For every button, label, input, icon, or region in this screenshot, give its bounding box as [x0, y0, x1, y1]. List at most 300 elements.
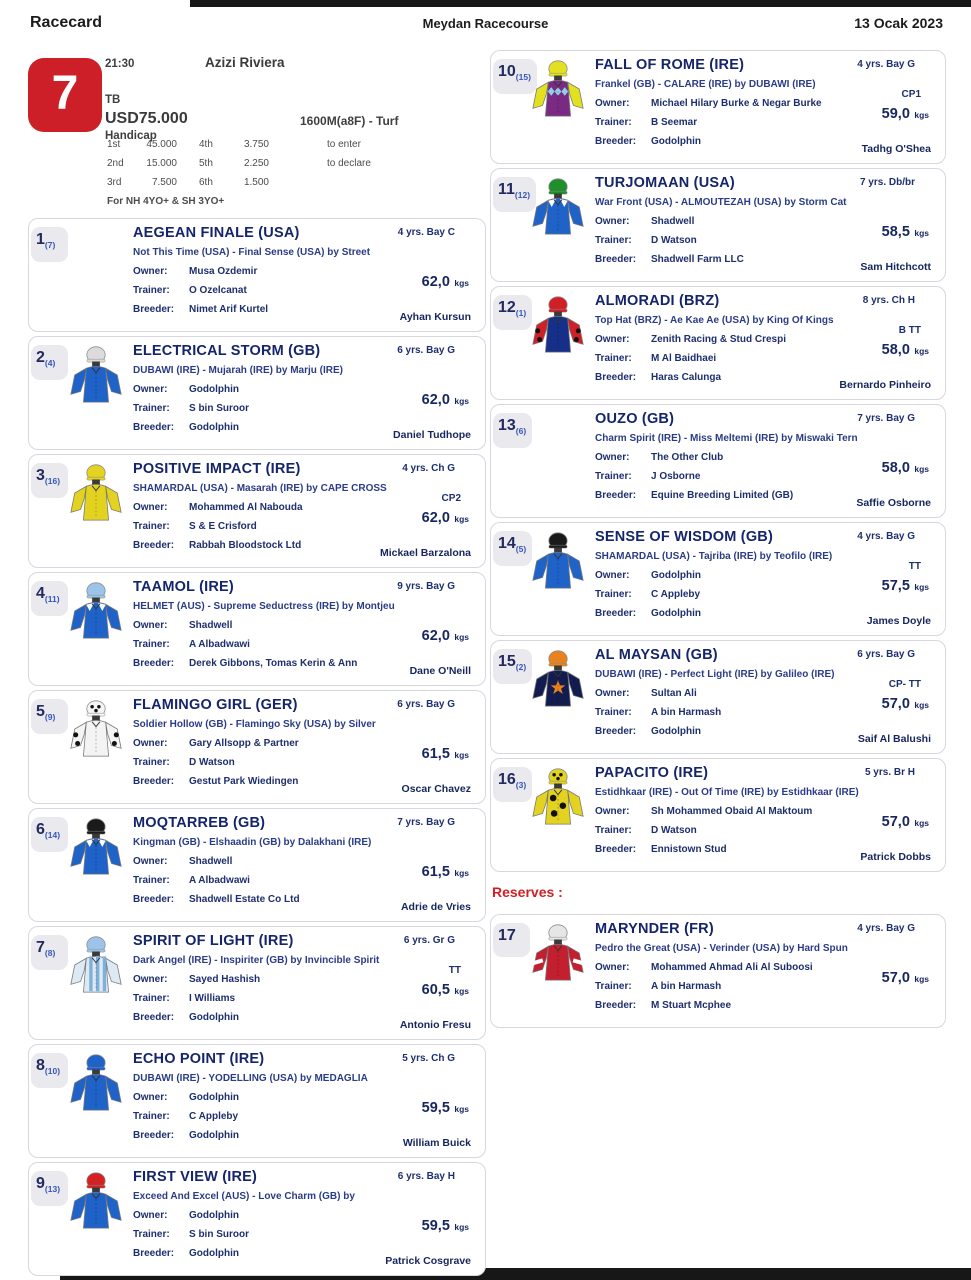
gate-number: (16): [44, 476, 61, 487]
weight-unit: kgs: [914, 974, 929, 984]
owner-row: [133, 1210, 425, 1221]
trainer-label: Trainer:: [595, 471, 632, 482]
jockey-silks-icon: [529, 59, 587, 121]
race-conditions: For NH 4YO+ & SH 3YO+: [107, 196, 225, 207]
horse-card: [490, 914, 946, 1028]
weight-unit: kgs: [454, 278, 469, 288]
trainer-label: Trainer:: [133, 639, 170, 650]
breeder-value: Godolphin: [189, 1012, 239, 1023]
horse-name: SENSE OF WISDOM (GB): [595, 529, 773, 545]
owner-value: Musa Ozdemir: [189, 266, 258, 277]
horse-number: 2: [36, 349, 45, 366]
trainer-row: [595, 707, 885, 718]
horse-name: ELECTRICAL STORM (GB): [133, 343, 321, 359]
jockey-name: Tadhg O'Shea: [861, 143, 931, 155]
owner-value: Sultan Ali: [651, 688, 697, 699]
right-column: [490, 50, 946, 1032]
prize-amount: 3.750: [243, 139, 269, 150]
horse-card: [490, 758, 946, 872]
weight-value: 58,0: [881, 342, 910, 358]
breeder-value: Haras Calunga: [651, 372, 722, 383]
horse-card: [490, 168, 946, 282]
trainer-label: Trainer:: [595, 707, 632, 718]
age-type: 5 yrs. Br H: [864, 767, 915, 778]
weight-unit: kgs: [914, 110, 929, 120]
owner-label: Owner:: [133, 856, 168, 867]
horse-number-badge: [493, 923, 530, 957]
breeder-value: Shadwell Farm LLC: [651, 254, 744, 265]
age-type: 5 yrs. Ch G: [402, 1053, 455, 1064]
breeder-label: Breeder:: [595, 1000, 637, 1011]
horse-card: [490, 522, 946, 636]
weight-unit: kgs: [454, 1222, 469, 1232]
horse-details: [133, 225, 425, 315]
weight-unit: kgs: [914, 346, 929, 356]
trainer-label: Trainer:: [133, 521, 170, 532]
breeder-value: Shadwell Estate Co Ltd: [189, 894, 300, 905]
horse-details: [133, 933, 425, 1023]
trainer-value: S bin Suroor: [189, 403, 249, 414]
age-type: 7 yrs. Bay G: [857, 413, 915, 424]
gate-number: (12): [514, 190, 531, 201]
horse-name: AEGEAN FINALE (USA): [133, 225, 300, 241]
breeder-value: Nimet Arif Kurtel: [189, 304, 269, 315]
jockey-name: Antonio Fresu: [399, 1019, 471, 1031]
owner-row: [595, 334, 885, 345]
horse-details: [133, 461, 425, 551]
pedigree: Charm Spirit (IRE) - Miss Meltemi (IRE) by Miswaki Tern: [595, 433, 858, 444]
trainer-row: [133, 875, 425, 886]
owner-row: [595, 962, 885, 973]
racecourse-name: Meydan Racecourse: [422, 16, 549, 31]
weight-unit: kgs: [914, 582, 929, 592]
breeder-value: Godolphin: [651, 608, 701, 619]
owner-row: [133, 856, 425, 867]
horse-card: [490, 50, 946, 164]
breeder-row: [595, 490, 885, 501]
carried-weight: [422, 863, 469, 881]
breeder-label: Breeder:: [595, 844, 637, 855]
breeder-value: Ennistown Stud: [651, 844, 727, 855]
horse-card: [28, 572, 486, 686]
weight-value: 59,5: [421, 1218, 450, 1234]
race-number-badge: 7: [28, 58, 102, 132]
jockey-silks-icon: [67, 345, 125, 407]
breeder-row: [133, 658, 425, 669]
weight-value: 62,0: [421, 628, 450, 644]
horse-card: [490, 404, 946, 518]
horse-name: TURJOMAAN (USA): [595, 175, 735, 191]
breeder-row: [133, 422, 425, 433]
jockey-name: Mickael Barzalona: [379, 547, 471, 559]
race-type: Handicap: [105, 130, 157, 142]
prize-amount: 1.500: [243, 177, 269, 188]
jockey-silks-icon: [67, 699, 125, 761]
horse-card: [28, 808, 486, 922]
pedigree: HELMET (AUS) - Supreme Seductress (IRE) by Montjeu: [133, 601, 395, 612]
horse-name: SPIRIT OF LIGHT (IRE): [133, 933, 294, 949]
trainer-value: A Albadwawi: [189, 639, 250, 650]
gate-number: (11): [44, 594, 60, 605]
pedigree: Soldier Hollow (GB) - Flamingo Sky (USA) by Silver: [133, 719, 376, 730]
owner-label: Owner:: [133, 738, 168, 749]
trainer-label: Trainer:: [595, 589, 632, 600]
breeder-label: Breeder:: [133, 304, 175, 315]
horse-name: ALMORADI (BRZ): [595, 293, 720, 309]
weight-value: 60,5: [421, 982, 450, 998]
jockey-name: Adrie de Vries: [400, 901, 471, 913]
owner-label: Owner:: [595, 806, 630, 817]
horse-number: 1: [36, 231, 45, 248]
trainer-value: A Albadwawi: [189, 875, 250, 886]
race-info-block: [28, 50, 486, 218]
owner-value: The Other Club: [651, 452, 724, 463]
horse-number-badge: [31, 227, 68, 262]
horse-number-badge: [493, 413, 532, 448]
breeder-value: Gestut Park Wiedingen: [189, 776, 299, 787]
weight-value: 57,0: [881, 696, 910, 712]
horse-details: [133, 1169, 425, 1259]
owner-row: [595, 98, 885, 109]
horse-details: [595, 647, 885, 737]
trainer-row: [595, 353, 885, 364]
horse-number: 15: [498, 653, 516, 670]
horse-name: ECHO POINT (IRE): [133, 1051, 265, 1067]
carried-weight: [882, 223, 929, 241]
owner-row: [133, 1092, 425, 1103]
prize-amount: 15.000: [146, 158, 177, 169]
horse-number: 3: [36, 467, 45, 484]
owner-label: Owner:: [595, 570, 630, 581]
horse-number: 7: [36, 939, 45, 956]
carried-weight: [422, 1217, 469, 1235]
carried-weight: [882, 969, 929, 987]
page-title: Racecard: [30, 14, 103, 31]
age-type: 8 yrs. Ch H: [862, 295, 915, 306]
age-type: 6 yrs. Gr G: [403, 935, 455, 946]
equipment-code: CP1: [901, 89, 921, 100]
jockey-silks-icon: [67, 1053, 125, 1115]
age-type: 4 yrs. Bay G: [857, 923, 915, 934]
weight-value: 61,5: [421, 746, 450, 762]
breeder-label: Breeder:: [133, 1012, 175, 1023]
horse-number: 10: [498, 63, 516, 80]
breeder-row: [133, 894, 425, 905]
horse-name: MOQTARREB (GB): [133, 815, 266, 831]
age-type: 4 yrs. Ch G: [402, 463, 455, 474]
owner-row: [595, 216, 885, 227]
weight-value: 59,5: [421, 1100, 450, 1116]
prize-place: 4th: [199, 139, 213, 150]
weight-unit: kgs: [454, 514, 469, 524]
horse-number: 6: [36, 821, 45, 838]
trainer-label: Trainer:: [133, 1111, 170, 1122]
horse-number: 12: [498, 299, 516, 316]
horse-number-badge: [493, 531, 532, 566]
trainer-label: Trainer:: [595, 235, 632, 246]
horse-card: [28, 690, 486, 804]
jockey-silks-icon: [529, 531, 587, 593]
owner-row: [133, 620, 425, 631]
horse-number-badge: [493, 295, 532, 330]
owner-row: [133, 384, 425, 395]
breeder-value: Godolphin: [651, 136, 701, 147]
breeder-label: Breeder:: [133, 658, 175, 669]
trainer-label: Trainer:: [133, 993, 170, 1004]
gate-number: (3): [515, 780, 527, 791]
horse-details: [595, 57, 885, 147]
carried-weight: [422, 627, 469, 645]
prize-place: 2nd: [107, 158, 124, 169]
equipment-code: CP- TT: [888, 679, 921, 690]
owner-label: Owner:: [595, 216, 630, 227]
owner-row: [595, 570, 885, 581]
jockey-name: Patrick Dobbs: [860, 851, 931, 863]
trainer-label: Trainer:: [133, 403, 170, 414]
equipment-code: CP2: [441, 493, 461, 504]
gate-number: (13): [44, 1184, 61, 1195]
pedigree: DUBAWI (IRE) - YODELLING (USA) by MEDAGLIA: [133, 1073, 368, 1084]
horse-details: [595, 175, 885, 265]
age-type: 6 yrs. Bay G: [397, 345, 455, 356]
horse-number: 14: [498, 535, 516, 552]
jockey-silks-icon: [67, 463, 125, 525]
breeder-row: [133, 304, 425, 315]
trainer-label: Trainer:: [595, 825, 632, 836]
jockey-name: Ayhan Kursun: [399, 311, 471, 323]
owner-value: Godolphin: [189, 1092, 239, 1103]
trainer-value: D Watson: [651, 235, 697, 246]
owner-value: Zenith Racing & Stud Crespi: [651, 334, 787, 345]
horse-number-badge: [31, 1171, 68, 1206]
owner-value: Sayed Hashish: [189, 974, 261, 985]
owner-label: Owner:: [133, 1092, 168, 1103]
jockey-name: Saif Al Balushi: [857, 733, 931, 745]
owner-row: [133, 738, 425, 749]
horse-card: [28, 454, 486, 568]
horse-details: [595, 529, 885, 619]
breeder-label: Breeder:: [133, 776, 175, 787]
age-type: 7 yrs. Db/br: [859, 177, 915, 188]
carried-weight: [882, 459, 929, 477]
equipment-code: B TT: [898, 325, 921, 336]
weight-unit: kgs: [914, 228, 929, 238]
pedigree: SHAMARDAL (USA) - Masarah (IRE) by CAPE CROSS: [133, 483, 387, 494]
weight-unit: kgs: [454, 868, 469, 878]
jockey-name: Bernardo Pinheiro: [839, 379, 931, 391]
owner-label: Owner:: [133, 1210, 168, 1221]
trainer-value: J Osborne: [651, 471, 701, 482]
horse-details: [595, 411, 885, 501]
breeder-row: [133, 1130, 425, 1141]
horse-number: 9: [36, 1175, 45, 1192]
horse-number-badge: [493, 649, 532, 684]
carried-weight: [422, 509, 469, 527]
weight-value: 61,5: [421, 864, 450, 880]
horse-number: 4: [36, 585, 45, 602]
pedigree: Pedro the Great (USA) - Verinder (USA) by Hard Spun: [595, 943, 848, 954]
jockey-name: Patrick Cosgrave: [385, 1255, 471, 1267]
jockey-silks-icon: [67, 1171, 125, 1233]
age-type: 4 yrs. Bay G: [857, 531, 915, 542]
horse-number-badge: [31, 463, 68, 498]
horse-number-badge: [31, 699, 68, 734]
owner-label: Owner:: [133, 266, 168, 277]
race-name: Azizi Riviera: [205, 55, 285, 70]
breeder-value: Equine Breeding Limited (GB): [651, 490, 794, 501]
age-type: 7 yrs. Bay G: [397, 817, 455, 828]
horse-details: [595, 293, 885, 383]
horse-number: 11: [498, 181, 515, 198]
jockey-silks-icon: [67, 581, 125, 643]
horse-number: 5: [36, 703, 45, 720]
breeder-label: Breeder:: [595, 136, 637, 147]
gate-number: (1): [515, 308, 527, 319]
entry-note: to enter: [327, 139, 361, 150]
gate-number: (9): [44, 712, 56, 723]
weight-unit: kgs: [454, 750, 469, 760]
pedigree: SHAMARDAL (USA) - Tajriba (IRE) by Teofilo (IRE): [595, 551, 833, 562]
pedigree: Not This Time (USA) - Final Sense (USA) by Street: [133, 247, 371, 258]
weight-value: 57,0: [881, 814, 910, 830]
trainer-label: Trainer:: [133, 285, 170, 296]
trainer-value: O Ozelcanat: [189, 285, 247, 296]
jockey-name: Sam Hitchcott: [860, 261, 931, 273]
owner-label: Owner:: [133, 384, 168, 395]
owner-row: [133, 266, 425, 277]
owner-value: Godolphin: [189, 1210, 239, 1221]
age-type: 6 yrs. Bay G: [857, 649, 915, 660]
breeder-row: [595, 608, 885, 619]
horse-number: 13: [498, 417, 516, 434]
weight-value: 58,0: [881, 460, 910, 476]
owner-value: Mohammed Al Nabouda: [189, 502, 303, 513]
gate-number: (15): [515, 72, 531, 83]
weight-unit: kgs: [454, 396, 469, 406]
carried-weight: [422, 391, 469, 409]
pedigree: Top Hat (BRZ) - Ae Kae Ae (USA) by King Of Kings: [595, 315, 834, 326]
equipment-code: TT: [448, 965, 461, 976]
breeder-value: Godolphin: [651, 726, 701, 737]
horse-name: FLAMINGO GIRL (GER): [133, 697, 298, 713]
jockey-name: Daniel Tudhope: [393, 429, 471, 441]
trainer-row: [133, 403, 425, 414]
pedigree: Kingman (GB) - Elshaadin (GB) by Dalakhani (IRE): [133, 837, 372, 848]
pedigree: Dark Angel (IRE) - Inspiriter (GB) by Invincible Spirit: [133, 955, 380, 966]
owner-value: Godolphin: [189, 384, 239, 395]
owner-value: Sh Mohammed Obaid Al Maktoum: [651, 806, 813, 817]
breeder-label: Breeder:: [133, 540, 175, 551]
horse-name: MARYNDER (FR): [595, 921, 714, 937]
horse-details: [595, 765, 885, 855]
horse-details: [133, 579, 425, 669]
pedigree: War Front (USA) - ALMOUTEZAH (USA) by Storm Cat: [595, 197, 847, 208]
horse-number-badge: [31, 581, 68, 616]
jockey-name: William Buick: [402, 1137, 471, 1149]
carried-weight: [422, 981, 469, 999]
trainer-value: S bin Suroor: [189, 1229, 249, 1240]
gate-number: (10): [44, 1066, 61, 1077]
prize-amount: 2.250: [243, 158, 269, 169]
trainer-row: [595, 471, 885, 482]
horse-name: FALL OF ROME (IRE): [595, 57, 745, 73]
weight-unit: kgs: [454, 986, 469, 996]
horse-card: [28, 1044, 486, 1158]
horse-name: OUZO (GB): [595, 411, 675, 427]
prize-place: 6th: [199, 177, 213, 188]
breeder-row: [595, 844, 885, 855]
owner-label: Owner:: [595, 334, 630, 345]
jockey-silks-icon: [529, 767, 587, 829]
breeder-row: [595, 254, 885, 265]
gate-number: (4): [44, 358, 56, 369]
breeder-label: Breeder:: [133, 422, 175, 433]
owner-row: [133, 974, 425, 985]
carried-weight: [422, 273, 469, 291]
horse-number-badge: [31, 345, 68, 380]
horse-name: PAPACITO (IRE): [595, 765, 709, 781]
trainer-value: I Williams: [189, 993, 236, 1004]
race-date: 13 Ocak 2023: [854, 15, 943, 31]
owner-value: Godolphin: [651, 570, 701, 581]
weight-value: 58,5: [881, 224, 910, 240]
horse-card: [28, 1162, 486, 1276]
owner-label: Owner:: [595, 98, 630, 109]
owner-row: [133, 502, 425, 513]
weight-value: 59,0: [881, 106, 910, 122]
trainer-value: C Appleby: [651, 589, 701, 600]
horse-details: [133, 697, 425, 787]
trainer-row: [133, 1229, 425, 1240]
carried-weight: [422, 745, 469, 763]
breeder-value: M Stuart Mcphee: [651, 1000, 732, 1011]
carried-weight: [422, 1099, 469, 1117]
breeder-value: Derek Gibbons, Tomas Kerin & Ann: [189, 658, 358, 669]
trainer-label: Trainer:: [595, 981, 632, 992]
trainer-row: [595, 981, 885, 992]
prize-amount: 7.500: [151, 177, 177, 188]
carried-weight: [882, 105, 929, 123]
prize-table: [107, 138, 371, 195]
horse-number: 17: [498, 927, 516, 944]
weight-unit: kgs: [454, 1104, 469, 1114]
breeder-row: [133, 1012, 425, 1023]
horse-number-badge: [31, 817, 68, 852]
horse-name: FIRST VIEW (IRE): [133, 1169, 258, 1185]
trainer-row: [595, 235, 885, 246]
owner-label: Owner:: [595, 452, 630, 463]
weight-value: 57,5: [881, 578, 910, 594]
horse-list-reserves: [490, 914, 946, 1028]
trainer-row: [595, 589, 885, 600]
owner-label: Owner:: [595, 688, 630, 699]
prize-place: 3rd: [107, 177, 122, 188]
owner-label: Owner:: [133, 974, 168, 985]
breeder-value: Godolphin: [189, 422, 239, 433]
race-purse: USD75.000: [105, 110, 188, 127]
horse-details: [133, 343, 425, 433]
race-breed: TB: [105, 94, 121, 106]
trainer-value: D Watson: [651, 825, 697, 836]
prize-place: 5th: [199, 158, 213, 169]
owner-label: Owner:: [595, 962, 630, 973]
owner-row: [595, 688, 885, 699]
owner-value: Shadwell: [189, 620, 233, 631]
jockey-name: Saffie Osborne: [856, 497, 931, 509]
trainer-row: [595, 825, 885, 836]
race-distance: 1600M(a8F) - Turf: [300, 114, 399, 128]
weight-value: 57,0: [881, 970, 910, 986]
